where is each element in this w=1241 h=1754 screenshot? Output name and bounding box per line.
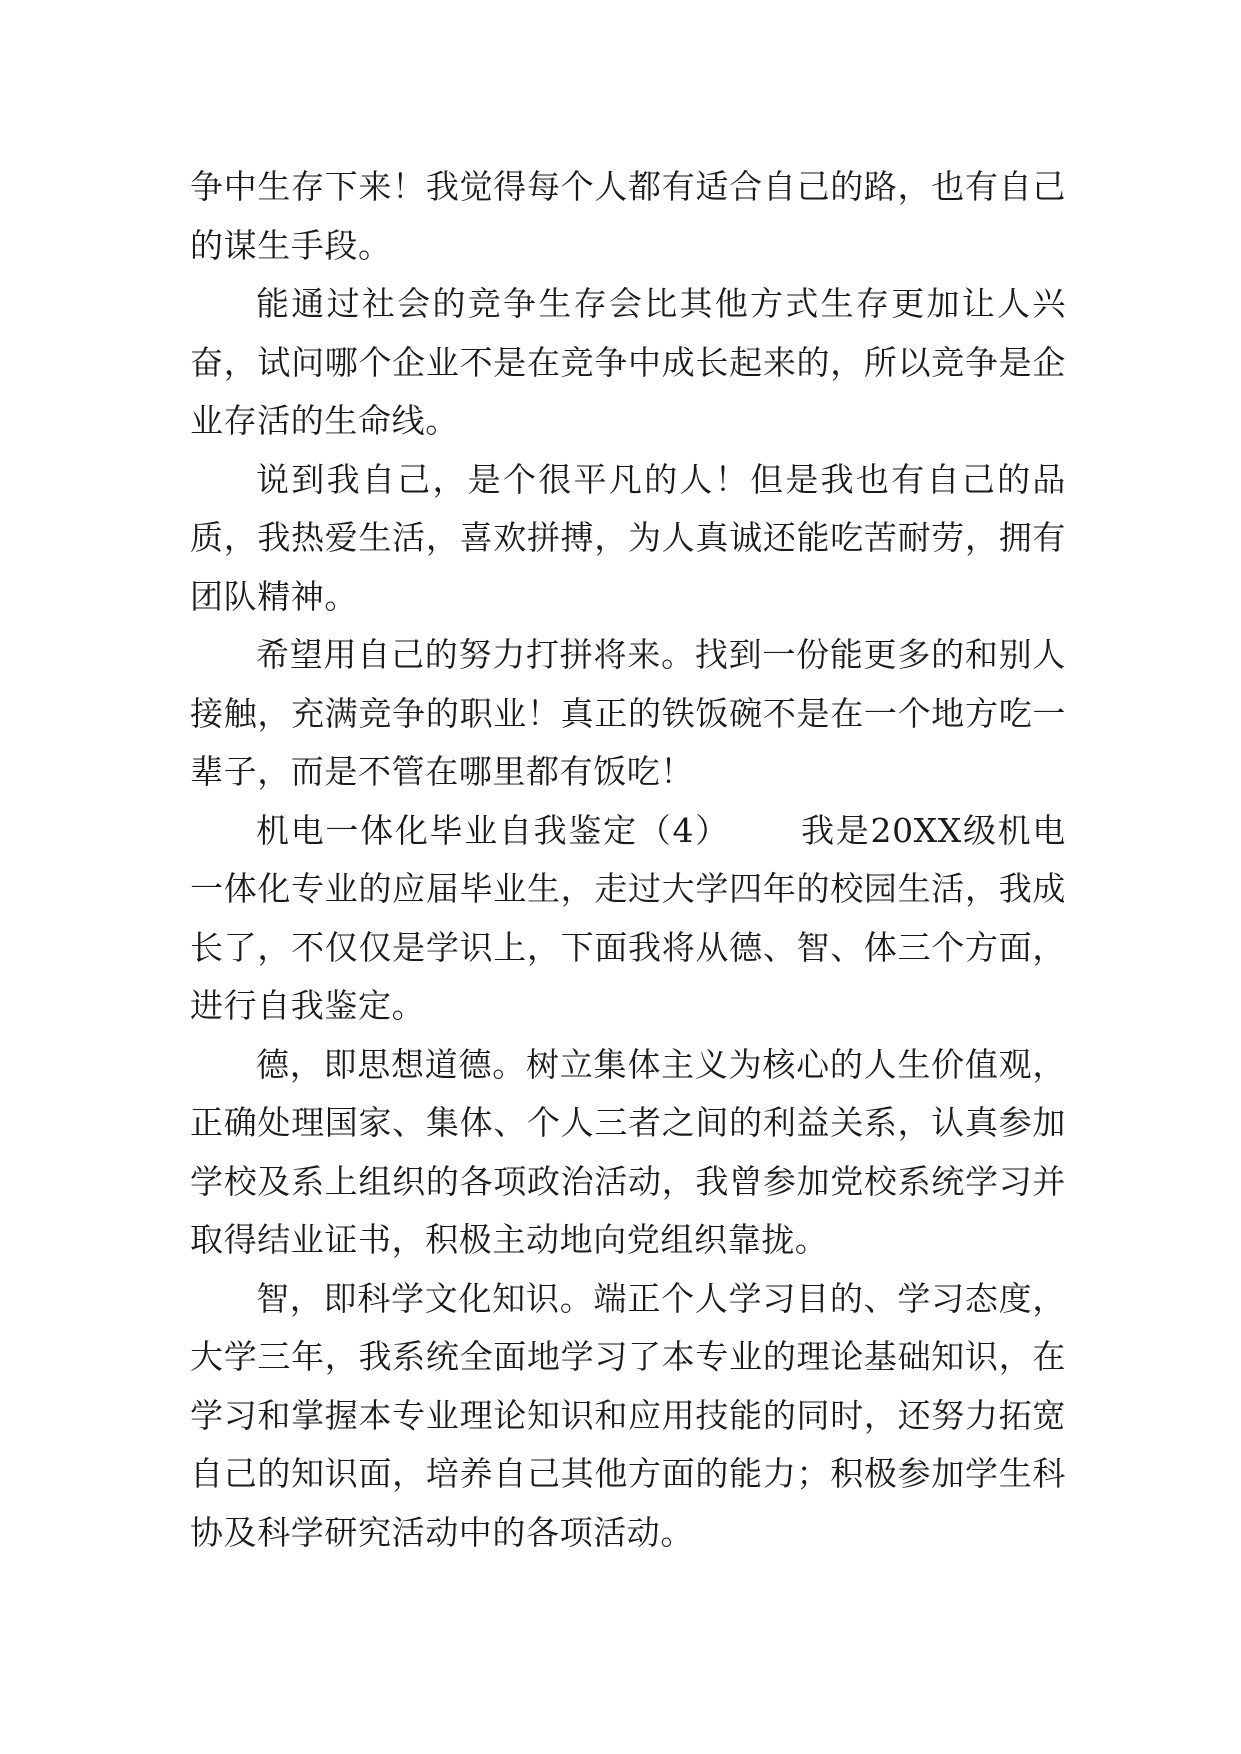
- section-heading: 机电一体化毕业自我鉴定（4）: [256, 810, 730, 850]
- section-intro: 我是20XX级机电一体化专业的应届毕业生，走过大学四年的校园生活，我成长了，不仅仅是学识上，下面我将从德、智、体三个方面，进行自我鉴定。: [190, 810, 1066, 1025]
- paragraph-self-description: 说到我自己，是个很平凡的人！但是我也有自己的品质，我热爱生活，喜欢拼搏，为人真诚还能吃苦耐劳，拥有团队精神。: [190, 459, 1066, 616]
- paragraph-morality: 德，即思想道德。树立集体主义为核心的人生价值观，正确处理国家、集体、个人三者之间的利益关系，认真参加学校及系上组织的各项政治活动，我曾参加党校系统学习并取得结业证书，积极主动地向党组织靠拢。: [190, 1044, 1066, 1259]
- paragraph-competition: 能通过社会的竞争生存会比其他方式生存更加让人兴奋，试问哪个企业不是在竞争中成长起来的，所以竞争是企业存活的生命线。: [190, 284, 1066, 440]
- paragraph-hope: 希望用自己的努力打拼将来。找到一份能更多的和别人接触，充满竞争的职业！真正的铁饭碗不是在一个地方吃一辈子，而是不管在哪里都有饭吃！: [190, 635, 1066, 791]
- paragraph-continuation: 争中生存下来！我觉得每个人都有适合自己的路，也有自己的谋生手段。: [190, 167, 1066, 265]
- section-paragraph: [190, 802, 1066, 1036]
- paragraph-intellect: 智，即科学文化知识。端正个人学习目的、学习态度，大学三年，我系统全面地学习了本专业的理论基础知识，在学习和掌握本专业理论知识和应用技能的同时，还努力拓宽自己的知识面，培养自己其他方面的能力；积极参加学生科协及科学研究活动中的各项活动。: [190, 1278, 1066, 1552]
- document-body: [190, 158, 1066, 1562]
